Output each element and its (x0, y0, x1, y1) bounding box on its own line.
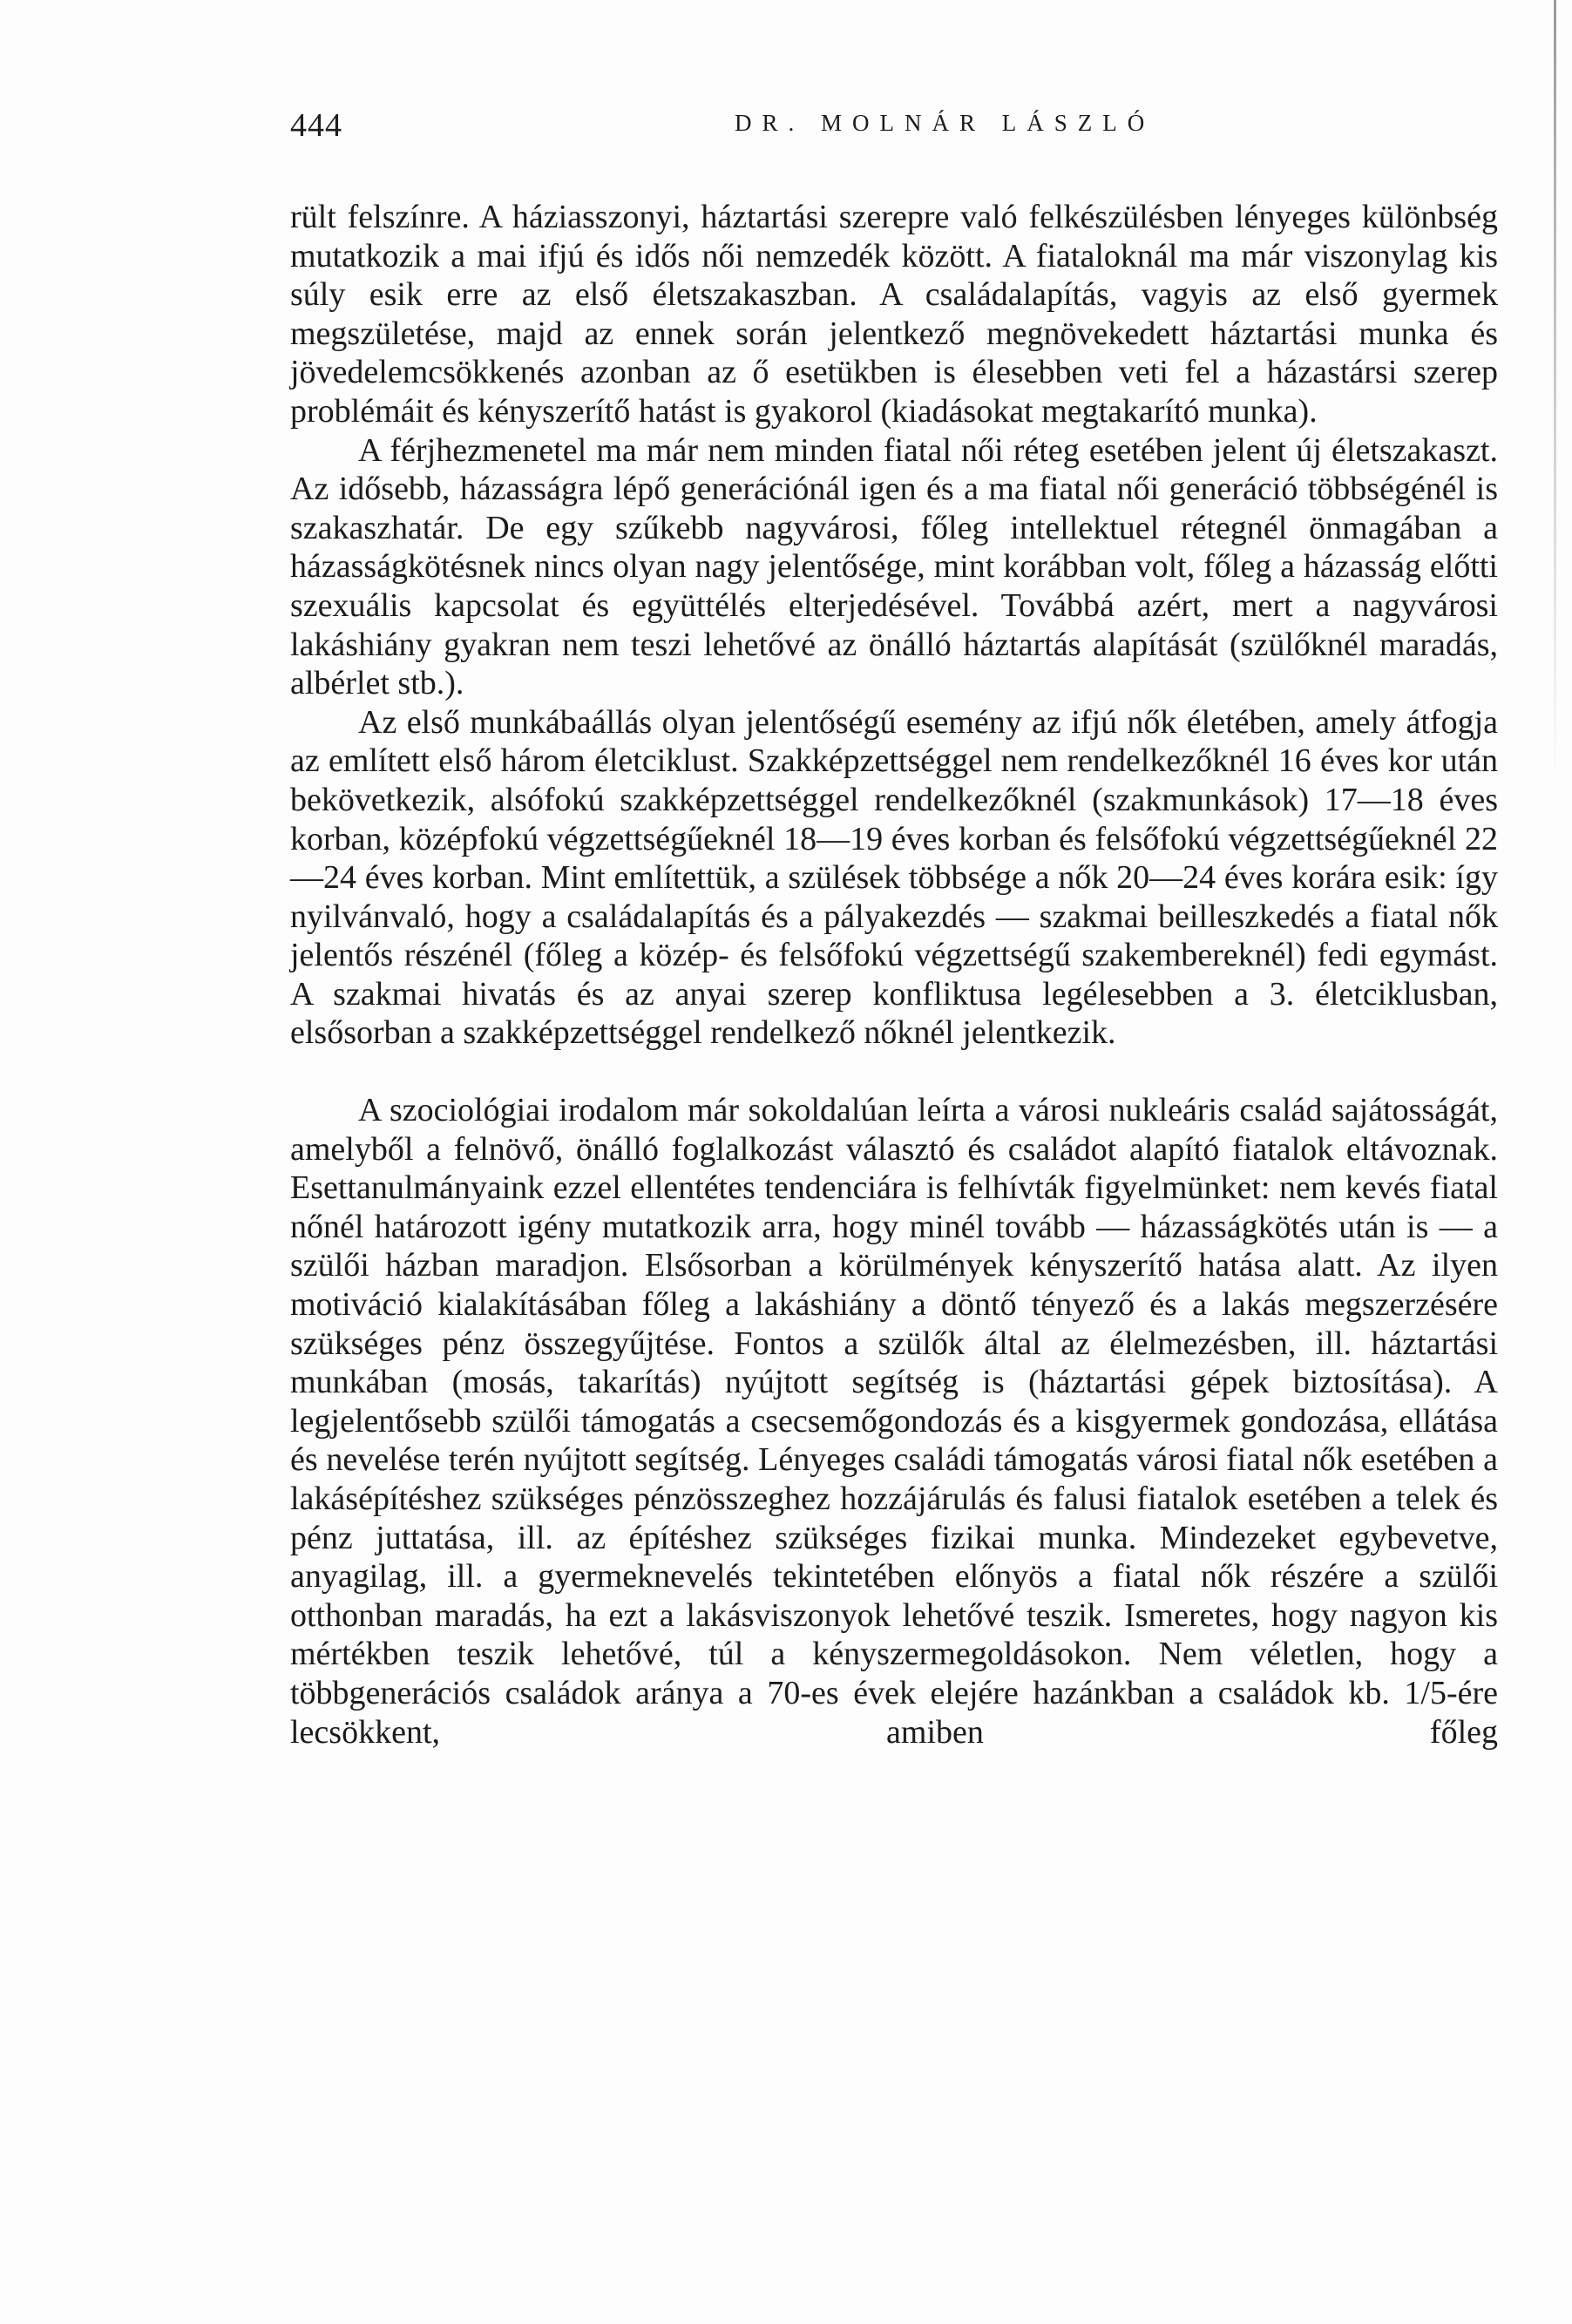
body-text (290, 198, 1498, 1751)
page-header (290, 106, 1498, 150)
paragraph-gap (290, 1053, 1498, 1091)
page-number: 444 (290, 107, 342, 144)
paragraph: A szociológiai irodalom már sokoldalúan leírta a városi nukleáris család sajátosságát, amelyből a felnövő, önálló foglalkozást választó és családot alapító fiatalok eltávoznak. Esettanulmányaink ezzel ellentétes tendenciára is felhívták figyelmünket: nem kevés fiatal nőnél határozott igény mutatkozik arra, hogy minél tovább — házasságkötés után is — a szülői házban maradjon. Elsősorban a körülmények kényszerítő hatása alatt. Az ilyen motiváció kialakításában főleg a lakáshiány a döntő tényező és a lakás megszerzésére szükséges pénz összegyűjtése. Fontos a szülők által az élelmezésben, ill. háztartási munkában (mosás, takarítás) nyújtott segítség is (háztartási gépek biztosítása). A legjelentősebb szülői támogatás a csecsemőgondozás és a kisgyermek gondozása, ellátása és nevelése terén nyújtott segítség. Lényeges családi támogatás városi fiatal nők esetében a lakásépítéshez szükséges pénzösszeghez hozzájárulás és falusi fiatalok esetében a telek és pénz juttatása, ill. az építéshez szükséges fizikai munka. Mindezeket egybevetve, anyagilag, ill. a gyermeknevelés tekintetében előnyös a fiatal nők részére a szülői otthonban maradás, ha ezt a lakásviszonyok lehetővé teszik. Ismeretes, hogy nagyon kis mértékben teszik lehetővé, túl a kényszermegoldásokon. Nem véletlen, hogy a többgenerációs családok aránya a 70-es évek elejére hazánkban a családok kb. 1/5-ére lecsökkent, amiben főleg (290, 1092, 1498, 1751)
paragraph: rült felszínre. A háziasszonyi, háztartási szerepre való felkészülésben lényeges különbség mutatkozik a mai ifjú és idős női nemzedék között. A fiataloknál ma már viszonylag kis súly esik erre az első életszakaszban. A családalapítás, vagyis az első gyermek megszületése, majd az ennek során jelentkező megnövekedett háztartási munka és jövedelemcsökkenés azonban az ő esetükben is élesebben veti fel a házastársi szerep problémáit és kényszerítő hatást is gyakorol (kiadásokat megtakarító munka). (290, 199, 1498, 430)
paragraph: A férjhezmenetel ma már nem minden fiatal női réteg esetében jelent új életszakaszt. Az idősebb, házasságra lépő generációnál igen és a ma fiatal női generáció többségénél is szakaszhatár. De egy szűkebb nagyvárosi, főleg intellektuel rétegnél önmagában a házasságkötésnek nincs olyan nagy jelentősége, mint korábban volt, főleg a házasság előtti szexuális kapcsolat és együttélés elterjedésével. Továbbá azért, mert a nagyvárosi lakáshiány gyakran nem teszi lehetővé az önálló háztartás alapítását (szülőknél maradás, albérlet stb.). (290, 431, 1498, 702)
scan-edge (1554, 0, 1556, 784)
running-head: DR. MOLNÁR LÁSZLÓ (735, 110, 1155, 136)
paragraph: Az első munkábaállás olyan jelentőségű esemény az ifjú nők életében, amely átfogja az említett első három életciklust. Szakképzettséggel nem rendelkezőknél 16 éves kor után bekövetkezik, alsófokú szakképzettséggel rendelkezőknél (szakmunkások) 17—18 éves korban, középfokú végzettségűeknél 18—19 éves korban és felsőfokú végzettségűeknél 22—24 éves korban. Mint említettük, a szülések többsége a nők 20—24 éves korára esik: így nyilvánvaló, hogy a családalapítás és a pályakezdés — szakmai beilleszkedés a fiatal nők jelentős részénél (főleg a közép- és felsőfokú végzettségű szakembereknél) fedi egymást. A szakmai hivatás és az anyai szerep konfliktusa legélesebben a 3. életciklusban, elsősorban a szakképzettséggel rendelkező nőknél jelentkezik. (290, 703, 1498, 1052)
